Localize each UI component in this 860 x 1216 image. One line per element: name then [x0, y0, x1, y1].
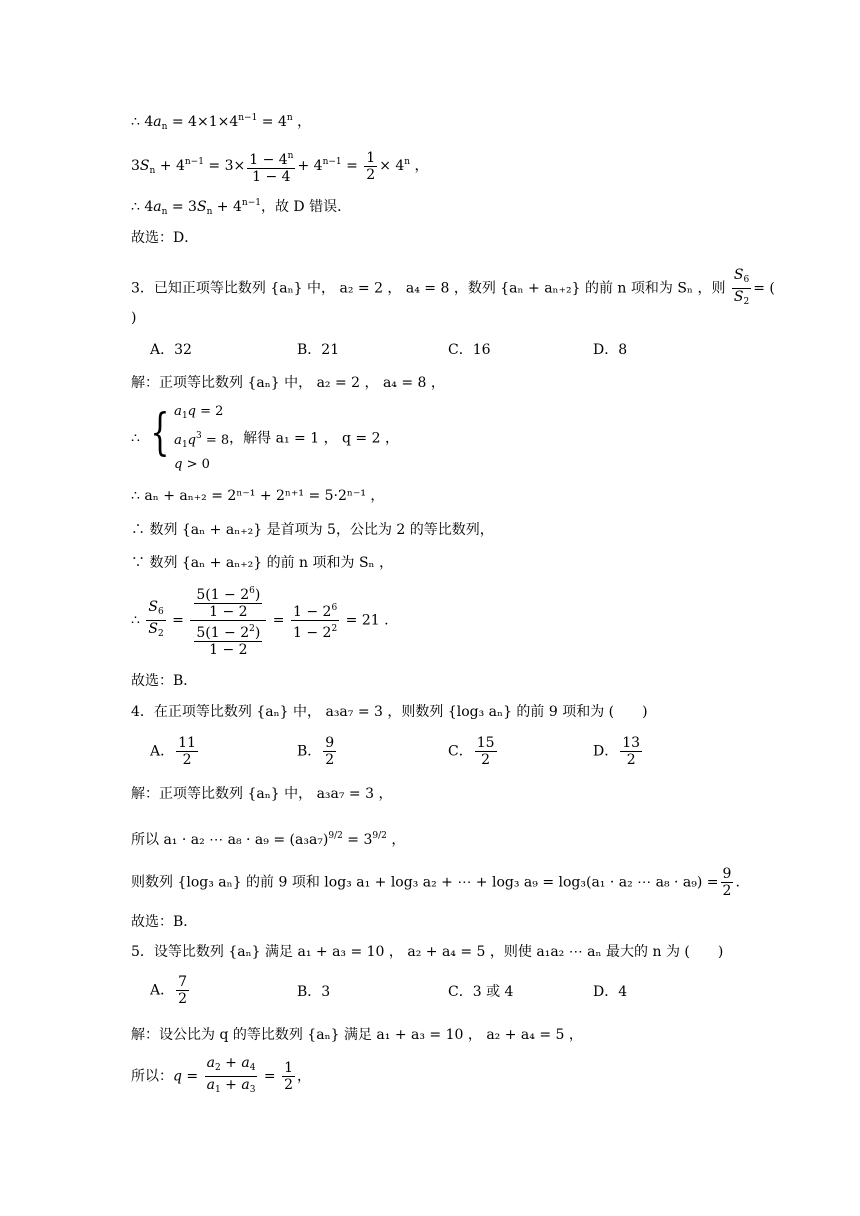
conclusion-text: ，故 D 错误． [260, 199, 352, 215]
line-4an: ∴ $4a_n = 4\times 1\times 4^{n-1} = 4^n$ ， [131, 113, 312, 132]
q3-stem: 3．已知正项等比数列 {aₙ} 中， a₂ = 2 ， a₄ = 8 ，数列 {aₙ + aₙ₊₂} 的前 n 项和为 Sₙ ，则 $\frac{S_6}{S_2}$ = ( [131, 267, 775, 307]
q4-sol-1: 解：正项等比数列 {aₙ} 中， a₃a₇ = 3 ， [131, 786, 393, 802]
q3-stem-text: 3．已知正项等比数列 {aₙ} 中， a₂ = 2 ， a₄ = 8 ，数列 {aₙ + aₙ₊₂} 的前 n 项和为 Sₙ ，则 [131, 280, 726, 297]
line-conclusion: ∴ $4a_n = 3S_n + 4^{n-1}$，故 D 错误． [131, 198, 352, 217]
line-3sn: $3S_n + 4^{n-1} = 3\times$ $\frac{1 - 4^n}{1 - 4}$ + $4^{n-1}$ = $\frac{1}{2}$ × $4^n$ ， [131, 149, 429, 185]
q4-option-d: D． $\frac{13}{2}$ [593, 735, 641, 768]
q5-option-a: A． $\frac{7}{2}$ [150, 974, 188, 1007]
q3-sol-1: 解：正项等比数列 {aₙ} 中， a₂ = 2 ， a₄ = 8 ， [131, 375, 445, 391]
q5-sol-2: 所以：q = $\frac{a_2 + a_4}{a_1 + a_3}$ = $\frac{1}{2}$ ， [131, 1055, 311, 1095]
q4-sol-3: 则数列 {log₃ aₙ} 的前 9 项和 log₃ a₁ + log₃ a₂ + ⋯ + log₃ a₉ = log₃(a₁ · a₂ ⋯ a₈ · a₉) = $\frac{9}{2}$ . [131, 866, 740, 899]
q3-option-c: C．16 [448, 342, 491, 358]
q5-option-d: D．4 [593, 984, 628, 1000]
q4-option-c: C． $\frac{15}{2}$ [448, 735, 495, 768]
q3-sol-5: ∵ 数列 {aₙ + aₙ₊₂} 的前 n 项和为 Sₙ ， [131, 555, 394, 571]
q3-option-a: A．32 [150, 342, 192, 358]
q3-option-d: D．8 [593, 342, 628, 358]
q5-sol-1: 解：设公比为 q 的等比数列 {aₙ} 满足 a₁ + a₃ = 10 ， a₂ + a₄ = 5 ， [131, 1027, 583, 1043]
q4-sol-2: 所以 a₁ · a₂ ⋯ $a_8 \cdot a_9 = (a_3a_7)^{9/2} = 3^{9/2}$ ， [131, 831, 406, 848]
q5-option-b: B．3 [297, 984, 331, 1000]
q3-tail: = ( [753, 280, 775, 297]
q3-option-b: B．21 [297, 342, 340, 358]
answer-b-q4: 故选：B． [131, 914, 198, 930]
q3-sol-4: ∴ 数列 {aₙ + aₙ₊₂} 是首项为 5，公比为 2 的等比数列， [131, 522, 494, 538]
answer-d: 故选：D． [131, 230, 199, 246]
q5-stem: 5．设等比数列 {aₙ} 满足 a₁ + a₃ = 10 ， a₂ + a₄ = 5 ，则使 a₁a₂ ⋯ aₙ 最大的 n 为 ( ) [131, 944, 724, 960]
q3-sol-system: ∴ { $a_1q = 2$ $a_1q^3 = 8$ q > 0 ，解得 a₁ = 1 ， q = 2 ， [131, 403, 399, 472]
answer-b-q3: 故选：B． [131, 673, 198, 689]
q4-option-a: A． $\frac{11}{2}$ [150, 735, 196, 768]
q3-sol-3: ∴ aₙ + aₙ₊₂ = 2ⁿ⁻¹ + 2ⁿ⁺¹ = 5·2ⁿ⁻¹ ， [131, 488, 385, 504]
q3-sol-solve: ，解得 a₁ = 1 ， q = 2 ， [229, 430, 399, 447]
q4-option-b: B． $\frac{9}{2}$ [297, 735, 335, 768]
q3-close: ) [131, 310, 137, 326]
q3-sol-ratio: ∴ $\frac{S_6}{S_2}$ = $\frac{\frac{5(1 - 2^6)}{1 - 2}}{\frac{5(1 - 2^2)}{1 - 2}}$ = $\frac{1 - 2^6}{1 - 2^2}$ = 21 . [131, 583, 389, 658]
q4-stem: 4．在正项等比数列 {aₙ} 中， a₃a₇ = 3 ，则数列 {log₃ aₙ} 的前 9 项和为 ( ) [131, 704, 648, 720]
q5-option-c: C．3 或 4 [448, 984, 514, 1000]
